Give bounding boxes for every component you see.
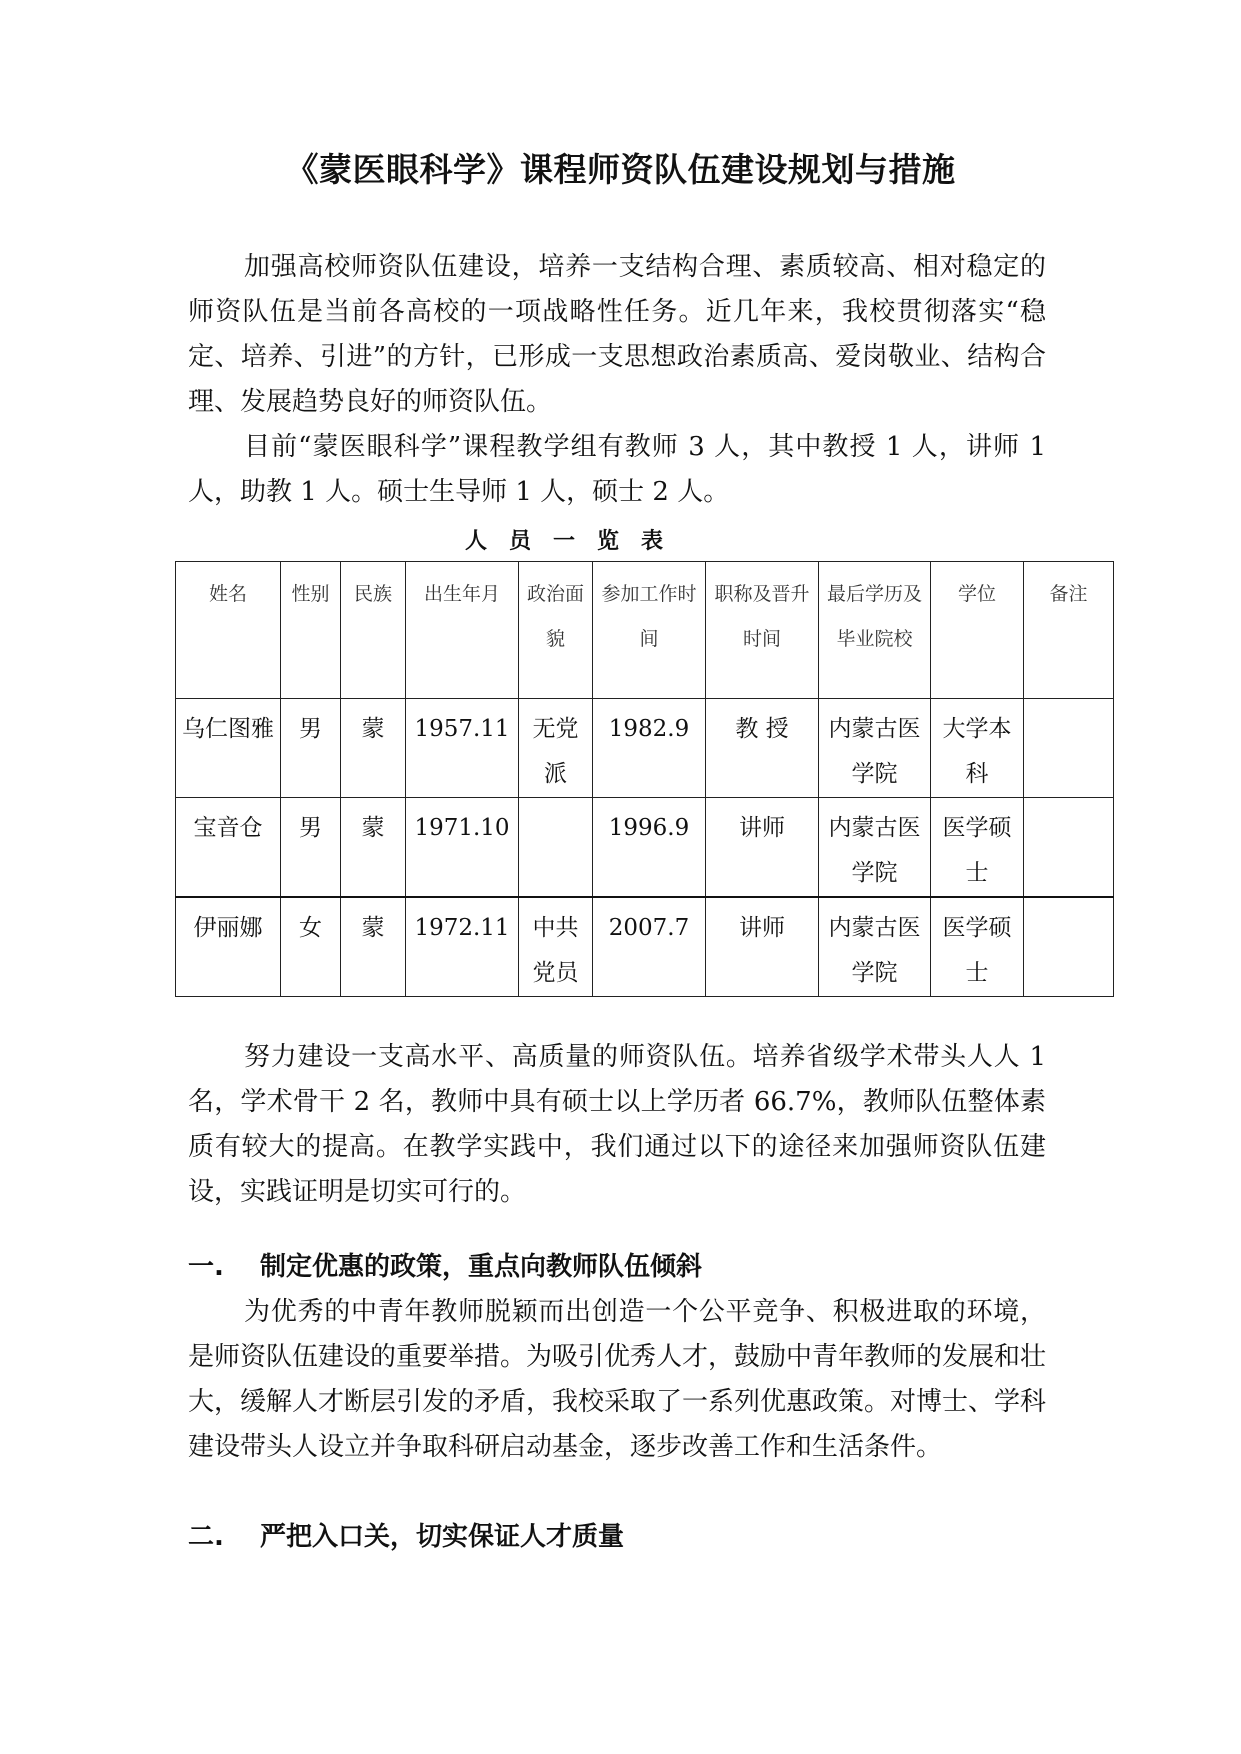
cell-ethnicity: 蒙 xyxy=(341,897,406,997)
cell-remarks xyxy=(1024,897,1114,997)
cell-gender: 女 xyxy=(281,897,341,997)
cell-ethnicity: 蒙 xyxy=(341,798,406,898)
cell-name: 伊丽娜 xyxy=(176,897,281,997)
cell-name: 乌仁图雅 xyxy=(176,699,281,798)
cell-remarks xyxy=(1024,699,1114,798)
cell-work-start: 1996.9 xyxy=(593,798,706,898)
cell-gender: 男 xyxy=(281,798,341,898)
cell-name: 宝音仓 xyxy=(176,798,281,898)
table-row xyxy=(176,798,1114,898)
cell-education: 内蒙古医学院 xyxy=(819,798,931,898)
paragraph-3: 努力建设一支高水平、高质量的师资队伍。培养省级学术带头人人 1 名，学术骨干 2 名，教师中具有硕士以上学历者 66.7%，教师队伍整体素质有较大的提高。在教学实践中，我们通过以下的途径来加强师资队伍建设，实践证明是切实可行的。 xyxy=(188,1042,1046,1207)
header-remarks: 备注 xyxy=(1024,562,1114,699)
header-degree: 学位 xyxy=(931,562,1024,699)
table-row xyxy=(176,897,1114,997)
cell-education: 内蒙古医学院 xyxy=(819,699,931,798)
cell-birth-date: 1957.11 xyxy=(406,699,519,798)
document-title: 《蒙医眼科学》课程师资队伍建设规划与措施 xyxy=(285,150,956,189)
paragraph-4: 为优秀的中青年教师脱颖而出创造一个公平竞争、积极进取的环境，是师资队伍建设的重要举措。为吸引优秀人才，鼓励中青年教师的发展和壮大，缓解人才断层引发的矛盾，我校采取了一系列优惠政策。对博士、学科建设带头人设立并争取科研启动基金，逐步改善工作和生活条件。 xyxy=(188,1297,1047,1462)
staff-table xyxy=(175,561,1114,997)
cell-degree: 大学本科 xyxy=(931,699,1024,798)
cell-political-status: 无党派 xyxy=(519,699,593,798)
header-birth-date: 出生年月 xyxy=(406,562,519,699)
cell-work-start: 1982.9 xyxy=(593,699,706,798)
table-row xyxy=(176,699,1114,798)
cell-birth-date: 1972.11 xyxy=(406,897,519,997)
section-heading-1 xyxy=(188,1245,702,1290)
cell-title: 讲师 xyxy=(706,897,819,997)
header-title: 职称及晋升时间 xyxy=(706,562,819,699)
header-ethnicity: 民族 xyxy=(341,562,406,699)
cell-gender: 男 xyxy=(281,699,341,798)
table-header-row xyxy=(176,562,1114,699)
cell-political-status: 中共党员 xyxy=(519,897,593,997)
intro-paragraph-2: 目前“蒙医眼科学”课程教学组有教师 3 人，其中教授 1 人，讲师 1 人，助教 1 人。硕士生导师 1 人，硕士 2 人。 xyxy=(188,432,1046,507)
cell-political-status xyxy=(519,798,593,898)
cell-degree: 医学硕士 xyxy=(931,798,1024,898)
section-number: 二. xyxy=(188,1522,224,1552)
header-gender: 性别 xyxy=(281,562,341,699)
header-work-start: 参加工作时间 xyxy=(593,562,706,699)
cell-title: 教 授 xyxy=(706,699,819,798)
cell-work-start: 2007.7 xyxy=(593,897,706,997)
section-heading-2 xyxy=(188,1515,624,1560)
intro-paragraph-1: 加强高校师资队伍建设，培养一支结构合理、素质较高、相对稳定的师资队伍是当前各高校的一项战略性任务。近几年来，我校贯彻落实“稳定、培养、引进”的方针，已形成一支思想政治素质高、爱岗敬业、结构合理、发展趋势良好的师资队伍。 xyxy=(188,252,1046,417)
cell-degree: 医学硕士 xyxy=(931,897,1024,997)
cell-remarks xyxy=(1024,798,1114,898)
header-name: 姓名 xyxy=(176,562,281,699)
table-caption: 人员一览表 xyxy=(464,528,685,554)
cell-title: 讲师 xyxy=(706,798,819,898)
header-education: 最后学历及毕业院校 xyxy=(819,562,931,699)
header-political-status: 政治面貌 xyxy=(519,562,593,699)
section-title: 制定优惠的政策，重点向教师队伍倾斜 xyxy=(260,1252,703,1282)
section-title: 严把入口关，切实保证人才质量 xyxy=(260,1522,625,1552)
cell-education: 内蒙古医学院 xyxy=(819,897,931,997)
cell-birth-date: 1971.10 xyxy=(406,798,519,898)
section-number: 一. xyxy=(188,1252,224,1282)
cell-ethnicity: 蒙 xyxy=(341,699,406,798)
